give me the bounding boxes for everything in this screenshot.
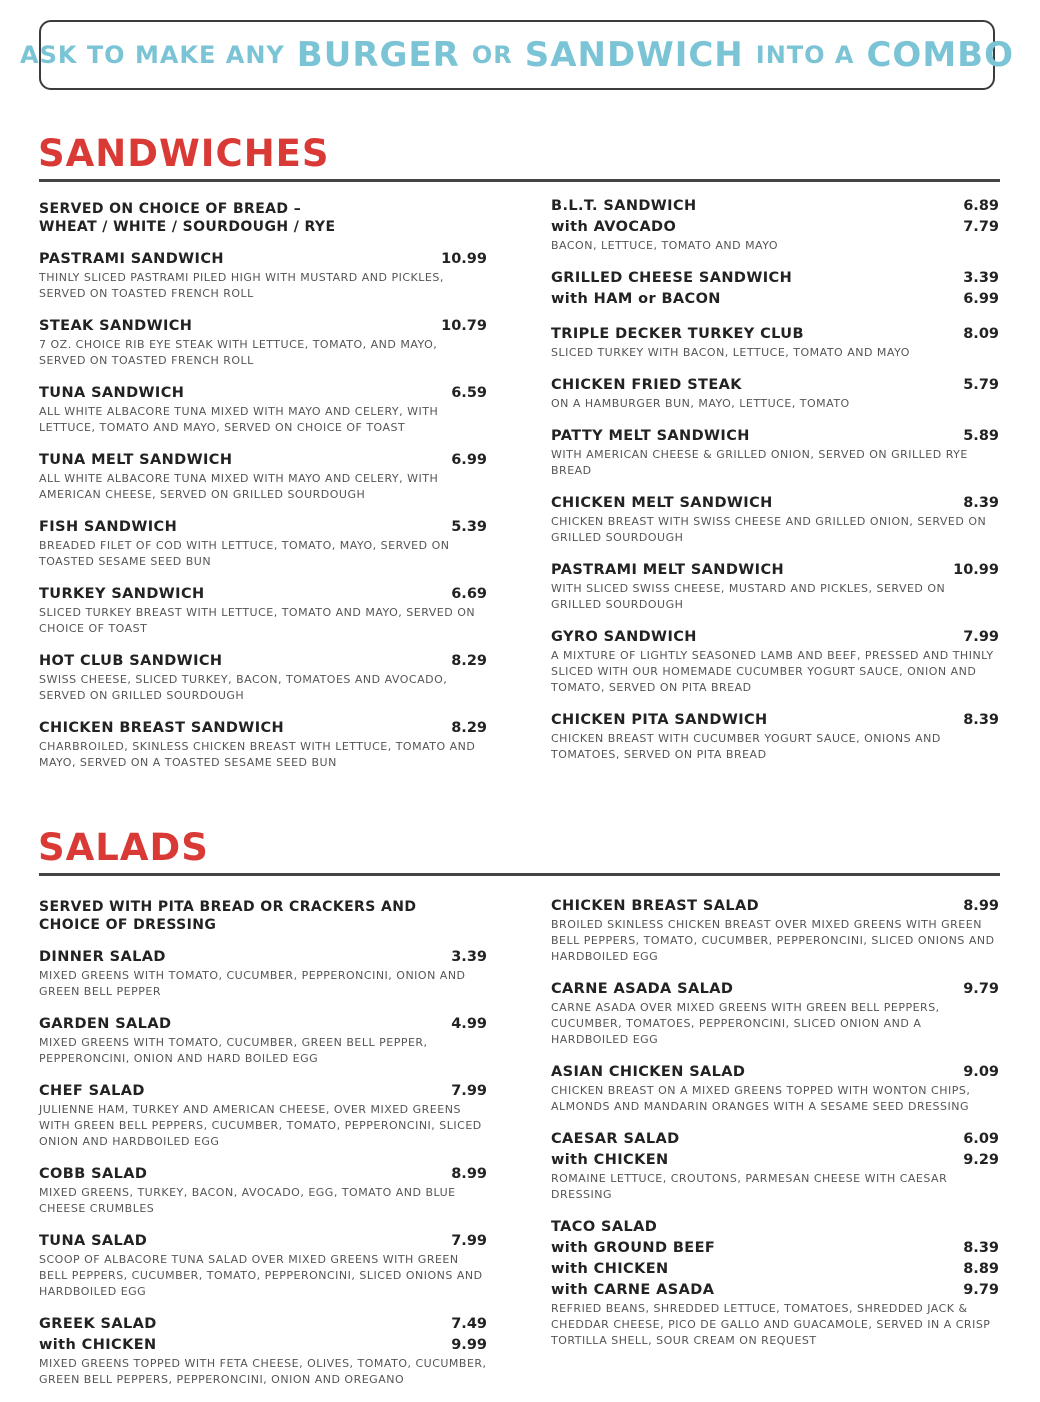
- menu-item-name: TACO SALAD: [551, 1219, 658, 1235]
- menu-item-description: CHICKEN BREAST WITH CUCUMBER YOGURT SAUCE, ONIONS AND TOMATOES, SERVED ON PITA BREAD: [551, 732, 941, 761]
- menu-item-name: TUNA SANDWICH: [39, 385, 185, 401]
- menu-item-price: 10.79: [441, 318, 487, 334]
- menu-item-row: [39, 1164, 487, 1185]
- menu-item-option: with CHICKEN: [39, 1337, 157, 1353]
- menu-item: [39, 947, 487, 1000]
- menu-item-name: CHICKEN FRIED STEAK: [551, 377, 742, 393]
- menu-item-description: CHARBROILED, SKINLESS CHICKEN BREAST WITH LETTUCE, TOMATO AND MAYO, SERVED ON A TOASTED SESAME SEED BUN: [39, 740, 476, 769]
- sandwiches-note-line-2: WHEAT / WHITE / SOURDOUGH / RYE: [39, 219, 336, 235]
- menu-item-name: GYRO SANDWICH: [551, 629, 697, 645]
- salads-left-list: [39, 947, 487, 1388]
- menu-item: [551, 268, 999, 310]
- menu-item-price: 3.39: [451, 949, 487, 965]
- menu-item-name: CHEF SALAD: [39, 1083, 145, 1099]
- menu-item: [39, 383, 487, 436]
- menu-item-name: CHICKEN BREAST SANDWICH: [39, 720, 285, 736]
- salads-right-list: [551, 896, 999, 1349]
- menu-item-description: CHICKEN BREAST ON A MIXED GREENS TOPPED WITH WONTON CHIPS, ALMONDS AND MANDARIN ORANGES WITH A SESAME SEED DRESSING: [551, 1084, 971, 1113]
- menu-item-description: WITH SLICED SWISS CHEESE, MUSTARD AND PICKLES, SERVED ON GRILLED SOURDOUGH: [551, 582, 946, 611]
- menu-item-name: CAESAR SALAD: [551, 1131, 680, 1147]
- menu-item-description: SCOOP OF ALBACORE TUNA SALAD OVER MIXED GREENS WITH GREEN BELL PEPPERS, CUCUMBER, TOMATO, PEPPERONCINI, SLICED ONIONS AND HARDBOILED EGG: [39, 1253, 483, 1298]
- menu-item-row: [39, 1014, 487, 1035]
- combo-banner: [20, 20, 1014, 90]
- menu-item-row: [551, 979, 999, 1000]
- menu-item-row: [551, 324, 999, 345]
- menu-item: [551, 493, 999, 546]
- menu-item-option-row: [39, 1335, 487, 1356]
- menu-item-description: SWISS CHEESE, SLICED TURKEY, BACON, TOMATOES AND AVOCADO, SERVED ON GRILLED SOURDOUGH: [39, 673, 448, 702]
- menu-item: [39, 718, 487, 771]
- menu-item-description: A MIXTURE OF LIGHTLY SEASONED LAMB AND BEEF, PRESSED AND THINLY SLICED WITH OUR HOMEMADE CUCUMBER YOGURT SAUCE, ONION AND TOMATO, SERVED ON PITA BREAD: [551, 649, 994, 694]
- menu-item-name: GARDEN SALAD: [39, 1016, 172, 1032]
- menu-item-price: 6.59: [451, 385, 487, 401]
- menu-item-price: 9.79: [963, 981, 999, 997]
- menu-item-price: 8.99: [963, 898, 999, 914]
- menu-item-row: [551, 493, 999, 514]
- menu-item-row: [39, 450, 487, 471]
- menu-item-price: 9.09: [963, 1064, 999, 1080]
- banner-text-into: INTO A: [755, 41, 855, 69]
- sandwiches-left-column: [39, 200, 487, 785]
- menu-item-name: PATTY MELT SANDWICH: [551, 428, 750, 444]
- menu-item-option-price: 8.89: [963, 1261, 999, 1277]
- menu-item: [551, 1129, 999, 1203]
- menu-item: [39, 1231, 487, 1300]
- menu-item-price: 10.99: [441, 251, 487, 267]
- menu-item-description: ALL WHITE ALBACORE TUNA MIXED WITH MAYO AND CELERY, WITH AMERICAN CHEESE, SERVED ON GRILLED SOURDOUGH: [39, 472, 439, 501]
- menu-item-price: 7.99: [451, 1083, 487, 1099]
- menu-item-row: [39, 383, 487, 404]
- menu-item-name: TURKEY SANDWICH: [39, 586, 205, 602]
- menu-item-price: 3.39: [963, 270, 999, 286]
- menu-item-row: [551, 1129, 999, 1150]
- menu-item-option: with CHICKEN: [551, 1261, 669, 1277]
- menu-item: [551, 627, 999, 696]
- menu-item: [551, 560, 999, 613]
- menu-item-name: HOT CLUB SANDWICH: [39, 653, 223, 669]
- menu-item-row: [551, 375, 999, 396]
- menu-item: [39, 249, 487, 302]
- menu-item-row: [551, 268, 999, 289]
- menu-item-description: BREADED FILET OF COD WITH LETTUCE, TOMATO, MAYO, SERVED ON TOASTED SESAME SEED BUN: [39, 539, 450, 568]
- menu-item-price: 6.09: [963, 1131, 999, 1147]
- menu-item: [39, 316, 487, 369]
- menu-item-row: [39, 651, 487, 672]
- menu-item-description: ROMAINE LETTUCE, CROUTONS, PARMESAN CHEESE WITH CAESAR DRESSING: [551, 1172, 948, 1201]
- menu-item: [39, 1081, 487, 1150]
- menu-item-name: DINNER SALAD: [39, 949, 166, 965]
- menu-item-row: [39, 947, 487, 968]
- menu-item-description: CARNE ASADA OVER MIXED GREENS WITH GREEN BELL PEPPERS, CUCUMBER, TOMATOES, PEPPERONCINI, SLICED ONION AND A HARDBOILED EGG: [551, 1001, 940, 1046]
- menu-item-description: BROILED SKINLESS CHICKEN BREAST OVER MIXED GREENS WITH GREEN BELL PEPPERS, TOMATO, CUCUMBER, PEPPERONCINI, SLICED ONIONS AND HARDBOILED EGG: [551, 918, 995, 963]
- menu-item-price: 6.69: [451, 586, 487, 602]
- menu-item: [551, 979, 999, 1048]
- menu-item-price: 7.49: [451, 1316, 487, 1332]
- menu-item-row: [551, 1062, 999, 1083]
- menu-item-price: 8.39: [963, 495, 999, 511]
- menu-item-description: WITH AMERICAN CHEESE & GRILLED ONION, SERVED ON GRILLED RYE BREAD: [551, 448, 968, 477]
- banner-text-sandwich: SANDWICH: [524, 35, 744, 75]
- menu-item-option-row: [551, 1280, 999, 1301]
- menu-item-option-row: [551, 289, 999, 310]
- menu-item-row: [39, 316, 487, 337]
- banner-text-burger: BURGER: [296, 35, 460, 75]
- menu-item-price: 5.79: [963, 377, 999, 393]
- salads-left-column: [39, 898, 487, 1402]
- menu-item-price: 8.29: [451, 653, 487, 669]
- menu-item: [39, 450, 487, 503]
- sandwiches-note-line-1: SERVED ON CHOICE OF BREAD –: [39, 201, 302, 217]
- sandwiches-divider: [39, 179, 1000, 182]
- menu-item-name: CHICKEN BREAST SALAD: [551, 898, 760, 914]
- menu-item-name: TUNA SALAD: [39, 1233, 148, 1249]
- menu-item-description: JULIENNE HAM, TURKEY AND AMERICAN CHEESE, OVER MIXED GREENS WITH GREEN BELL PEPPERS, CUCUMBER, TOMATO, PEPPERONCINI, SLICED ONION AND HARDBOILED EGG: [39, 1103, 482, 1148]
- menu-item: [551, 1217, 999, 1349]
- menu-item-row: [39, 1314, 487, 1335]
- menu-item: [39, 517, 487, 570]
- menu-item-price: 5.39: [451, 519, 487, 535]
- menu-item-option: with CARNE ASADA: [551, 1282, 715, 1298]
- menu-item-description: 7 OZ. CHOICE RIB EYE STEAK WITH LETTUCE, TOMATO, AND MAYO, SERVED ON TOASTED FRENCH ROLL: [39, 338, 438, 367]
- menu-item-row: [551, 1217, 999, 1238]
- menu-item-description: SLICED TURKEY WITH BACON, LETTUCE, TOMATO AND MAYO: [551, 346, 910, 359]
- menu-item: [551, 375, 999, 412]
- menu-item-row: [39, 718, 487, 739]
- menu-item-description: MIXED GREENS WITH TOMATO, CUCUMBER, GREEN BELL PEPPER, PEPPERONCINI, ONION AND HARD BOILED EGG: [39, 1036, 428, 1065]
- menu-item-option: with AVOCADO: [551, 219, 677, 235]
- menu-item-price: 8.39: [963, 712, 999, 728]
- menu-item-row: [551, 196, 999, 217]
- menu-item: [551, 324, 999, 361]
- menu-item-name: PASTRAMI SANDWICH: [39, 251, 224, 267]
- menu-item-description: MIXED GREENS WITH TOMATO, CUCUMBER, PEPPERONCINI, ONION AND GREEN BELL PEPPER: [39, 969, 466, 998]
- menu-item-row: [551, 627, 999, 648]
- menu-item-price: 6.99: [451, 452, 487, 468]
- menu-item-name: CHICKEN PITA SANDWICH: [551, 712, 768, 728]
- menu-item-price: 7.99: [451, 1233, 487, 1249]
- menu-item-option-price: 9.79: [963, 1282, 999, 1298]
- menu-item-name: TUNA MELT SANDWICH: [39, 452, 233, 468]
- menu-item-option-price: 9.99: [451, 1337, 487, 1353]
- menu-item-option-price: 9.29: [963, 1152, 999, 1168]
- menu-item-price: 6.89: [963, 198, 999, 214]
- menu-item-description: MIXED GREENS TOPPED WITH FETA CHEESE, OLIVES, TOMATO, CUCUMBER, GREEN BELL PEPPERS, PEPPERONCINI, ONION AND OREGANO: [39, 1357, 487, 1386]
- menu-item-option: with HAM or BACON: [551, 291, 721, 307]
- menu-item-row: [551, 560, 999, 581]
- menu-item-name: COBB SALAD: [39, 1166, 148, 1182]
- menu-item-description: ON A HAMBURGER BUN, MAYO, LETTUCE, TOMATO: [551, 397, 850, 410]
- menu-item-price: 10.99: [953, 562, 999, 578]
- menu-item-description: ALL WHITE ALBACORE TUNA MIXED WITH MAYO AND CELERY, WITH LETTUCE, TOMATO AND MAYO, SERVED ON CHOICE OF TOAST: [39, 405, 439, 434]
- menu-item-name: STEAK SANDWICH: [39, 318, 193, 334]
- menu-item: [39, 651, 487, 704]
- menu-item-row: [39, 517, 487, 538]
- menu-item-option-row: [551, 1259, 999, 1280]
- menu-item: [551, 1062, 999, 1115]
- menu-item-description: MIXED GREENS, TURKEY, BACON, AVOCADO, EGG, TOMATO AND BLUE CHEESE CRUMBLES: [39, 1186, 456, 1215]
- menu-item-row: [39, 1081, 487, 1102]
- salads-right-column: [551, 896, 999, 1363]
- menu-item-name: CARNE ASADA SALAD: [551, 981, 734, 997]
- menu-item-row: [551, 710, 999, 731]
- menu-item-price: 8.09: [963, 326, 999, 342]
- sandwiches-right-column: [551, 196, 999, 777]
- menu-item: [39, 1014, 487, 1067]
- menu-item: [39, 584, 487, 637]
- menu-item-description: SLICED TURKEY BREAST WITH LETTUCE, TOMATO AND MAYO, SERVED ON CHOICE OF TOAST: [39, 606, 476, 635]
- menu-item-row: [39, 584, 487, 605]
- banner-text-or: OR: [471, 41, 513, 69]
- menu-item-description: THINLY SLICED PASTRAMI PILED HIGH WITH MUSTARD AND PICKLES, SERVED ON TOASTED FRENCH ROLL: [39, 271, 444, 300]
- menu-item: [551, 196, 999, 254]
- menu-item-price: 8.99: [451, 1166, 487, 1182]
- menu-item-option-row: [551, 1238, 999, 1259]
- menu-item-option: with GROUND BEEF: [551, 1240, 716, 1256]
- sandwiches-left-list: [39, 249, 487, 771]
- menu-item-row: [551, 896, 999, 917]
- menu-item-name: PASTRAMI MELT SANDWICH: [551, 562, 785, 578]
- sandwiches-bread-note: [39, 200, 487, 236]
- menu-item-name: GRILLED CHEESE SANDWICH: [551, 270, 793, 286]
- menu-item-description: CHICKEN BREAST WITH SWISS CHEESE AND GRILLED ONION, SERVED ON GRILLED SOURDOUGH: [551, 515, 987, 544]
- menu-item: [39, 1164, 487, 1217]
- menu-item-row: [551, 426, 999, 447]
- menu-item-option-price: 6.99: [963, 291, 999, 307]
- menu-item-description: REFRIED BEANS, SHREDDED LETTUCE, TOMATOES, SHREDDED JACK & CHEDDAR CHEESE, PICO DE GALLO AND GUACAMOLE, SERVED IN A CRISP TORTILLA SHELL, SOUR CREAM ON REQUEST: [551, 1302, 991, 1347]
- menu-item-name: TRIPLE DECKER TURKEY CLUB: [551, 326, 804, 342]
- sandwiches-heading: SANDWICHES: [38, 132, 330, 175]
- menu-item-name: ASIAN CHICKEN SALAD: [551, 1064, 746, 1080]
- menu-item-description: BACON, LETTUCE, TOMATO AND MAYO: [551, 239, 779, 252]
- menu-item-option: with CHICKEN: [551, 1152, 669, 1168]
- menu-item-price: 7.99: [963, 629, 999, 645]
- menu-item-price: 5.89: [963, 428, 999, 444]
- menu-item-option-row: [551, 217, 999, 238]
- menu-item-name: B.L.T. SANDWICH: [551, 198, 697, 214]
- salads-note: [39, 898, 487, 934]
- salads-note-line-1: SERVED WITH PITA BREAD OR CRACKERS AND: [39, 899, 417, 915]
- menu-item-option-price: 7.79: [963, 219, 999, 235]
- menu-item-name: GREEK SALAD: [39, 1316, 157, 1332]
- menu-item-price: 8.29: [451, 720, 487, 736]
- menu-item-row: [39, 249, 487, 270]
- menu-item: [551, 710, 999, 763]
- salads-note-line-2: CHOICE OF DRESSING: [39, 917, 217, 933]
- menu-item-price: 4.99: [451, 1016, 487, 1032]
- menu-item-option-price: 8.39: [963, 1240, 999, 1256]
- salads-divider: [39, 873, 1000, 876]
- menu-item: [551, 426, 999, 479]
- banner-text-1: ASK TO MAKE ANY: [20, 41, 285, 69]
- menu-item: [39, 1314, 487, 1388]
- sandwiches-right-list: [551, 196, 999, 763]
- menu-item-name: CHICKEN MELT SANDWICH: [551, 495, 773, 511]
- salads-heading: SALADS: [38, 826, 209, 869]
- menu-item-option-row: [551, 1150, 999, 1171]
- menu-item: [551, 896, 999, 965]
- banner-text-combo: COMBO: [866, 35, 1014, 75]
- menu-item-row: [39, 1231, 487, 1252]
- menu-item-name: FISH SANDWICH: [39, 519, 178, 535]
